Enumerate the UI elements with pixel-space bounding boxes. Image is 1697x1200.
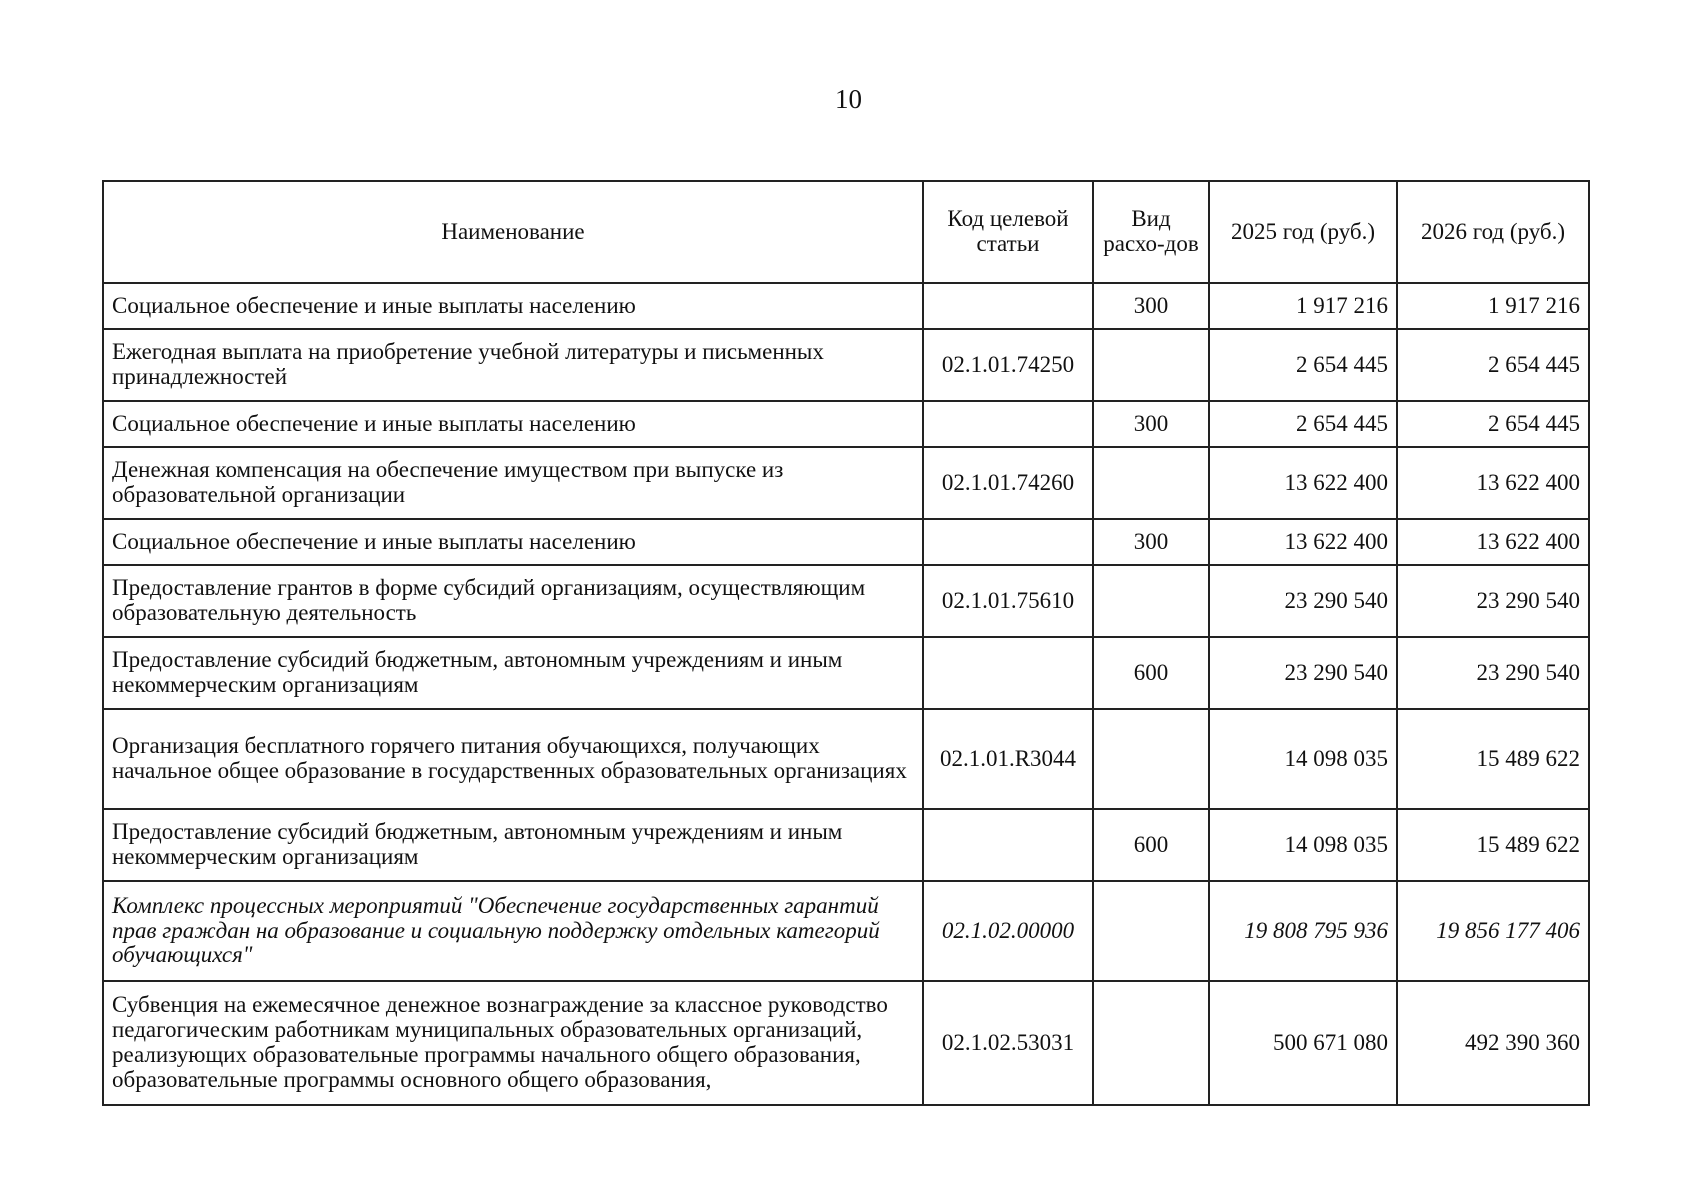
table-header-row: [103, 181, 1589, 283]
cell-2025: 23 290 540: [1209, 565, 1397, 637]
cell-code: 02.1.01.75610: [923, 565, 1093, 637]
cell-vid: 300: [1093, 401, 1209, 447]
cell-name: Субвенция на ежемесячное денежное вознаграждение за классное руководство педагогическим работникам муниципальных образовательных организаций, реализующих образовательные программы начального общего образования, образовательные программы основного общего образования,: [103, 981, 923, 1105]
cell-2026: 1 917 216: [1397, 283, 1589, 329]
cell-name: Социальное обеспечение и иные выплаты населению: [103, 283, 923, 329]
cell-name: Комплекс процессных мероприятий "Обеспечение государственных гарантий прав граждан на образование и социальную поддержку отдельных категорий обучающихся": [103, 881, 923, 981]
cell-vid: [1093, 881, 1209, 981]
cell-2025: 1 917 216: [1209, 283, 1397, 329]
header-2025: 2025 год (руб.): [1209, 181, 1397, 283]
cell-code: 02.1.02.00000: [923, 881, 1093, 981]
cell-name: Денежная компенсация на обеспечение имуществом при выпуске из образовательной организации: [103, 447, 923, 519]
cell-2026: 15 489 622: [1397, 709, 1589, 809]
cell-vid: 300: [1093, 519, 1209, 565]
page-number: 10: [835, 84, 862, 114]
cell-2025: 2 654 445: [1209, 329, 1397, 401]
cell-code: [923, 519, 1093, 565]
cell-vid: [1093, 565, 1209, 637]
table-row: [103, 637, 1589, 709]
cell-2026: 2 654 445: [1397, 329, 1589, 401]
cell-code: 02.1.01.R3044: [923, 709, 1093, 809]
cell-vid: [1093, 981, 1209, 1105]
cell-vid: 600: [1093, 637, 1209, 709]
cell-name: Предоставление субсидий бюджетным, автономным учреждениям и иным некоммерческим организациям: [103, 637, 923, 709]
cell-2025: 23 290 540: [1209, 637, 1397, 709]
cell-name: Ежегодная выплата на приобретение учебной литературы и письменных принадлежностей: [103, 329, 923, 401]
cell-vid: [1093, 709, 1209, 809]
cell-2026: 23 290 540: [1397, 565, 1589, 637]
cell-2025: 19 808 795 936: [1209, 881, 1397, 981]
cell-2025: 2 654 445: [1209, 401, 1397, 447]
cell-2025: 14 098 035: [1209, 809, 1397, 881]
cell-2026: 13 622 400: [1397, 447, 1589, 519]
cell-code: [923, 283, 1093, 329]
cell-code: [923, 401, 1093, 447]
cell-2026: 2 654 445: [1397, 401, 1589, 447]
table-row: [103, 809, 1589, 881]
cell-vid: [1093, 447, 1209, 519]
cell-2026: 23 290 540: [1397, 637, 1589, 709]
cell-2025: 500 671 080: [1209, 981, 1397, 1105]
cell-2025: 13 622 400: [1209, 447, 1397, 519]
cell-vid: 300: [1093, 283, 1209, 329]
cell-code: 02.1.01.74250: [923, 329, 1093, 401]
table-row: [103, 447, 1589, 519]
cell-name: Социальное обеспечение и иные выплаты населению: [103, 401, 923, 447]
table-row: [103, 519, 1589, 565]
table-row: [103, 981, 1589, 1105]
cell-vid: [1093, 329, 1209, 401]
cell-2026: 19 856 177 406: [1397, 881, 1589, 981]
cell-code: [923, 637, 1093, 709]
header-vid: Вид расхо-дов: [1093, 181, 1209, 283]
cell-code: 02.1.02.53031: [923, 981, 1093, 1105]
cell-name: Предоставление субсидий бюджетным, автономным учреждениям и иным некоммерческим организациям: [103, 809, 923, 881]
cell-name: Социальное обеспечение и иные выплаты населению: [103, 519, 923, 565]
cell-name: Организация бесплатного горячего питания обучающихся, получающих начальное общее образование в государственных образовательных организациях: [103, 709, 923, 809]
table-row: [103, 709, 1589, 809]
table-row: [103, 565, 1589, 637]
cell-2025: 13 622 400: [1209, 519, 1397, 565]
cell-2026: 15 489 622: [1397, 809, 1589, 881]
cell-2026: 492 390 360: [1397, 981, 1589, 1105]
cell-2026: 13 622 400: [1397, 519, 1589, 565]
header-2026: 2026 год (руб.): [1397, 181, 1589, 283]
table-row: [103, 401, 1589, 447]
table-row: [103, 329, 1589, 401]
table-row: [103, 881, 1589, 981]
cell-code: [923, 809, 1093, 881]
header-name: Наименование: [103, 181, 923, 283]
table-row: [103, 283, 1589, 329]
budget-table: [102, 180, 1590, 1106]
cell-vid: 600: [1093, 809, 1209, 881]
cell-name: Предоставление грантов в форме субсидий организациям, осуществляющим образовательную деятельность: [103, 565, 923, 637]
cell-code: 02.1.01.74260: [923, 447, 1093, 519]
header-code: Код целевой статьи: [923, 181, 1093, 283]
cell-2025: 14 098 035: [1209, 709, 1397, 809]
